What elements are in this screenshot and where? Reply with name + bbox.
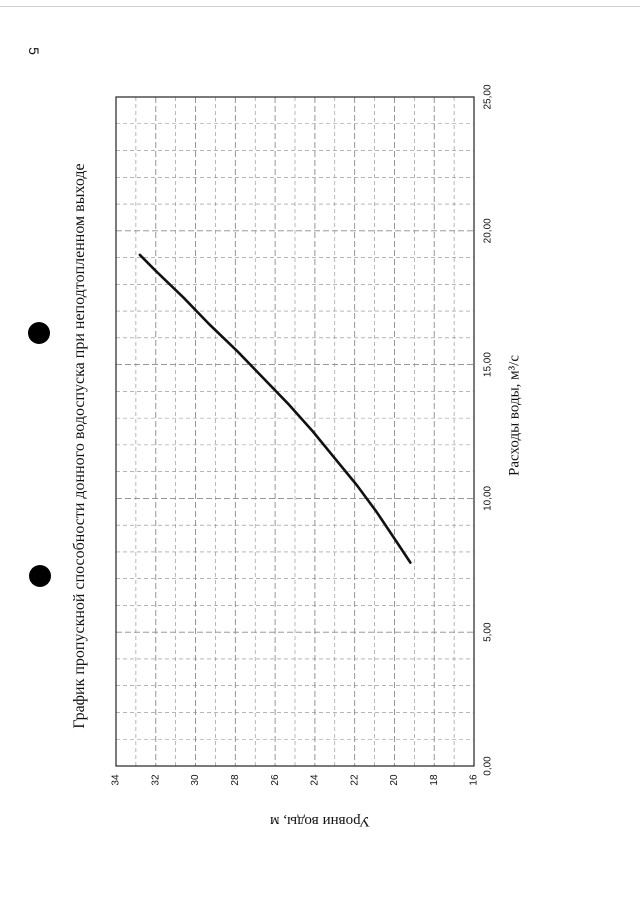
y-axis-label: Уровни воды, м (270, 813, 370, 829)
y-tick-label: 28 (229, 774, 241, 786)
y-tick-label: 24 (309, 774, 321, 786)
x-tick-label: 10,00 (482, 485, 494, 511)
y-tick-label: 16 (468, 774, 480, 786)
y-tick-label: 20 (389, 774, 401, 786)
chart-grid (116, 97, 474, 766)
x-tick-label: 5,00 (482, 622, 494, 642)
page-number: 5 (25, 47, 42, 55)
y-tick-label: 22 (349, 774, 361, 786)
x-tick-label: 0,00 (482, 756, 494, 776)
x-tick-label: 25,00 (482, 84, 494, 110)
y-tick-label: 34 (110, 774, 122, 786)
x-axis-label: Расходы воды, м³/с (506, 355, 523, 476)
axis-ticks (111, 84, 494, 786)
x-tick-label: 20,00 (482, 218, 494, 244)
y-tick-label: 26 (269, 774, 281, 786)
x-tick-label: 15,00 (482, 352, 494, 378)
y-tick-label: 30 (190, 774, 202, 786)
y-tick-label: 18 (428, 774, 440, 786)
y-tick-label: 32 (150, 774, 162, 786)
chart-title: График пропускной способности донного водоспуска при неподтопленном выходе (71, 163, 88, 729)
